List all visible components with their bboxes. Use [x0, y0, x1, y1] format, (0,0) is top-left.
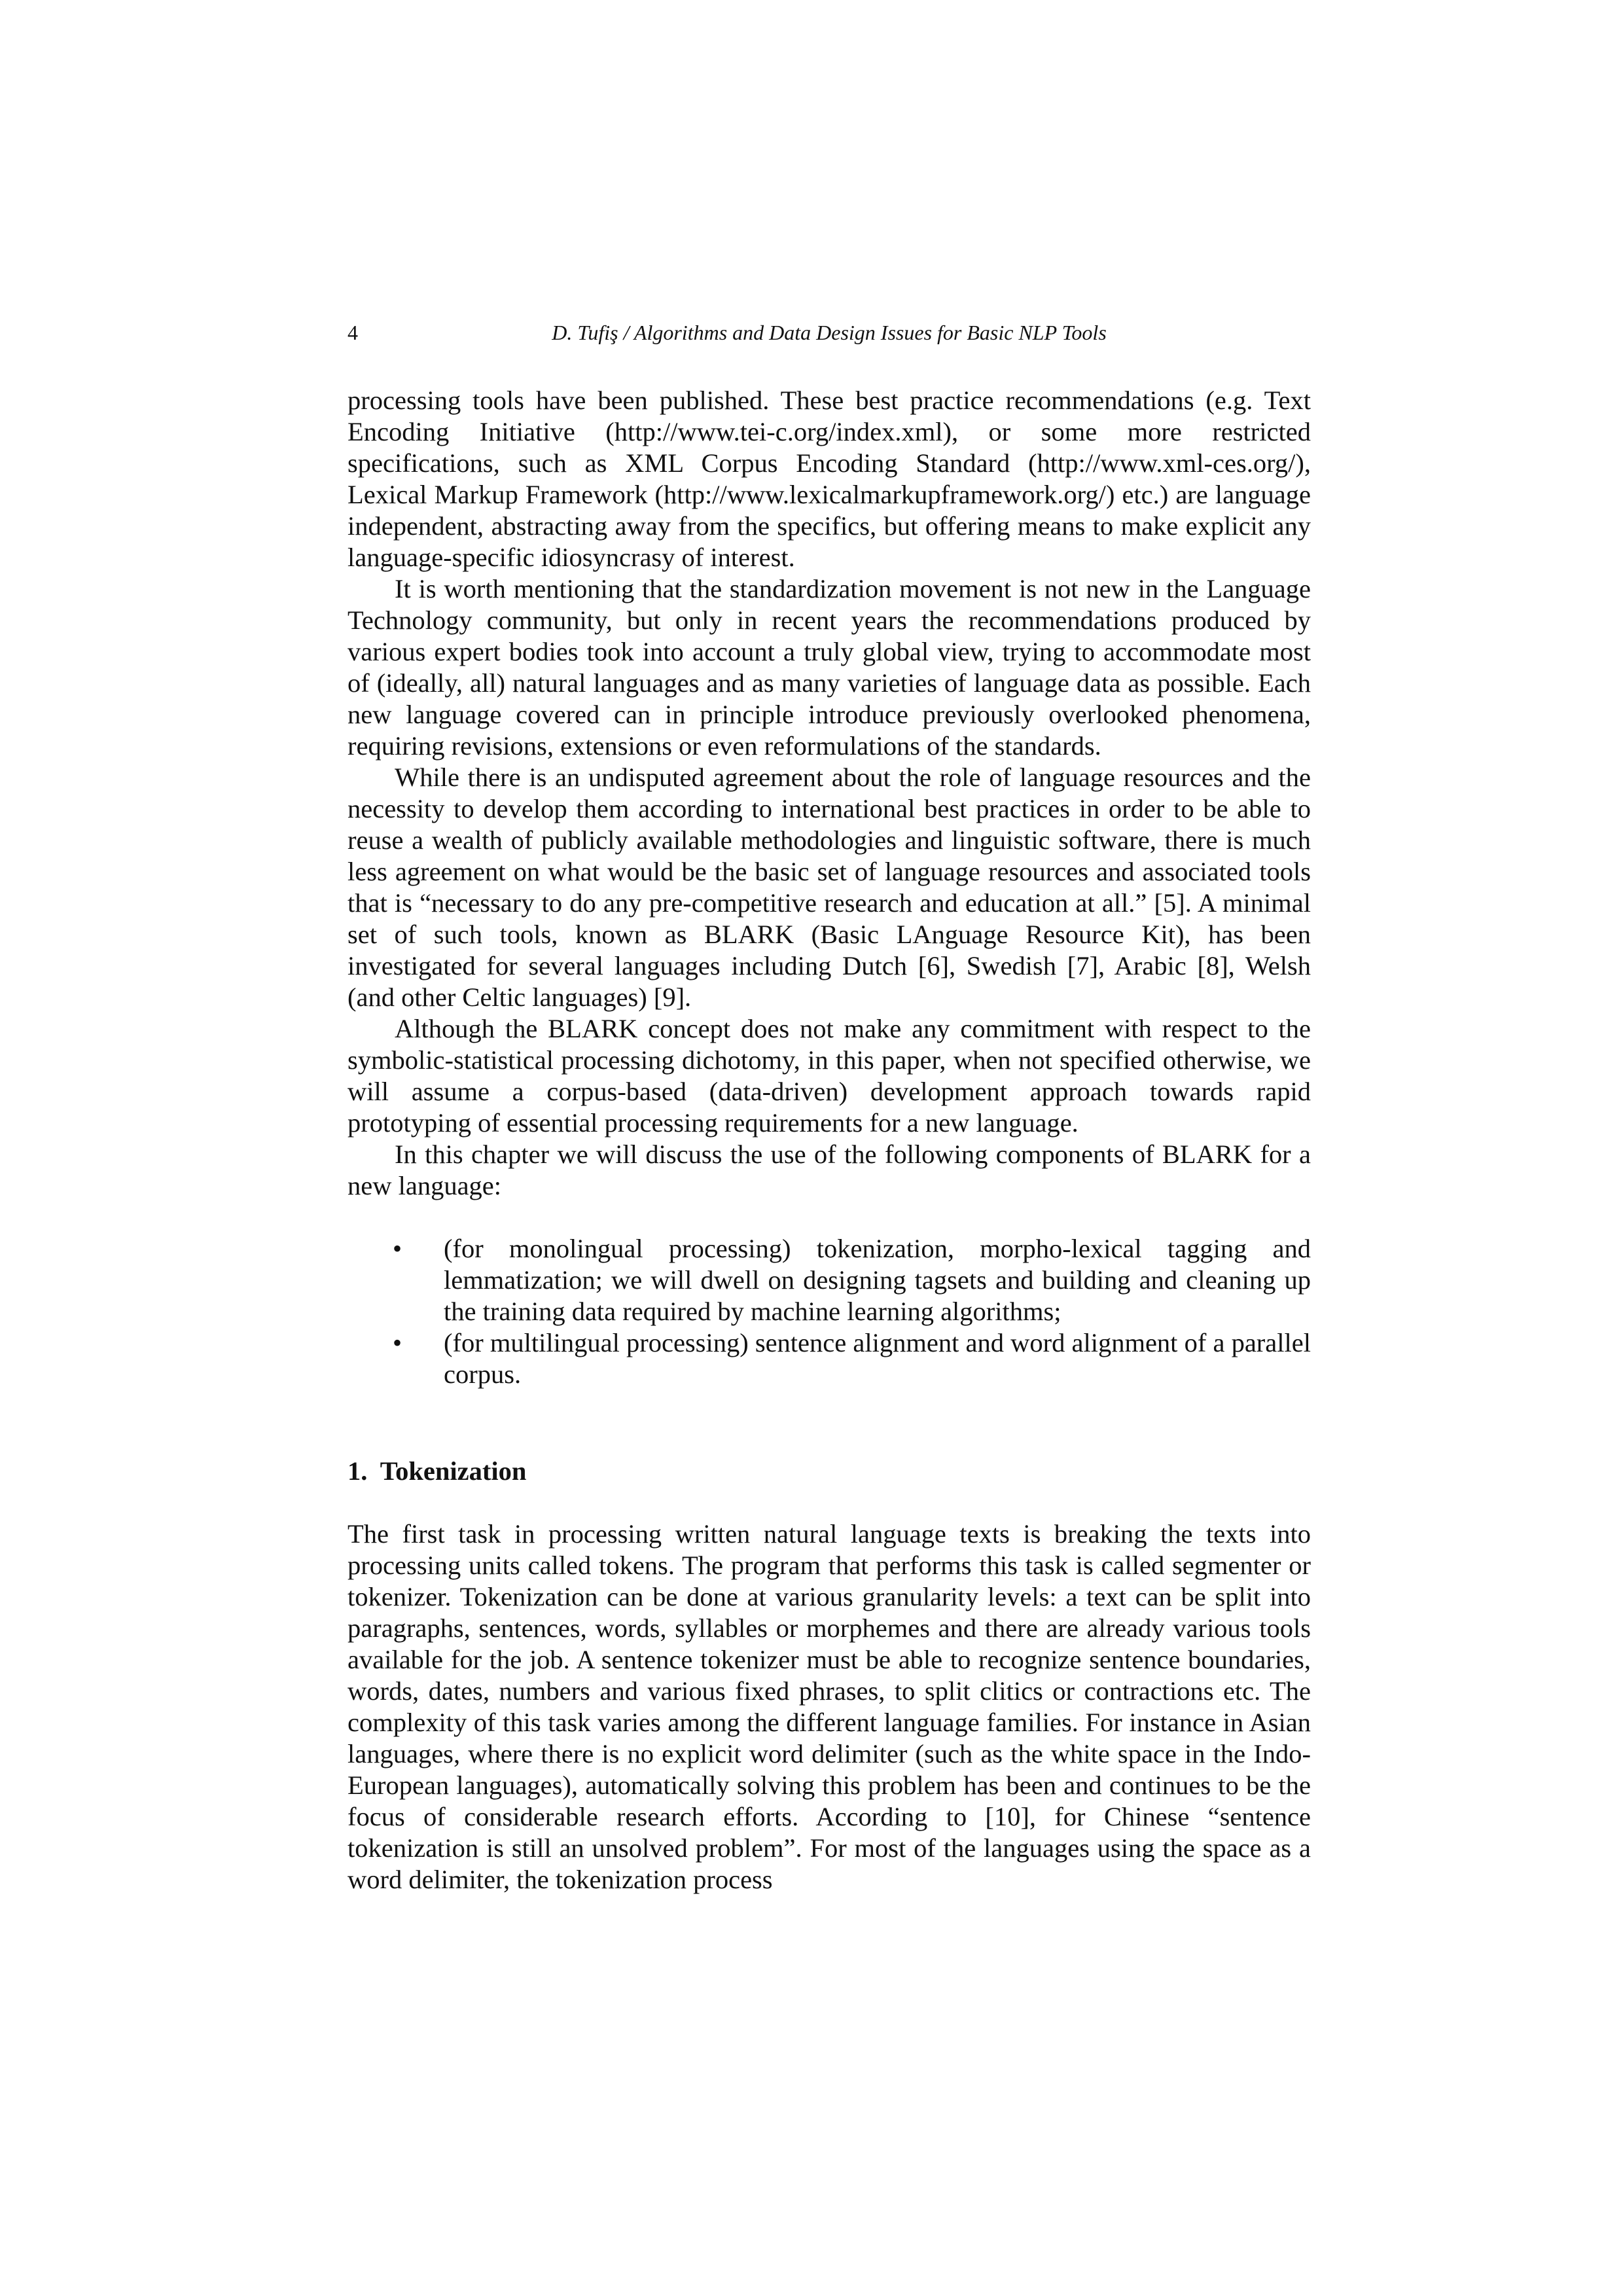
paragraph-tokenization: The first task in processing written natural language texts is breaking the texts into processing units called tokens. The program that performs this task is called segmenter or tokenizer. Tokenization can be done at various granularity levels: a text can be split into paragraphs, sentences, words, syllables or morphemes and there are already various tools available for the job. A sentence tokenizer must be able to recognize sentence boundaries, words, dates, numbers and various fixed phrases, to split clitics or contractions etc. The complexity of this task varies among the different language families. For instance in Asian languages, where there is no explicit word delimiter (such as the white space in the Indo-European languages), automatically solving this problem has been and continues to be the focus of considerable research efforts. According to [10], for Chinese “sentence tokenization is still an unsolved problem”. For most of the languages using the space as a word delimiter, the tokenization process: [348, 1519, 1311, 1894]
section-number: 1.: [348, 1456, 368, 1486]
running-header: [348, 318, 1311, 347]
page-number: 4: [348, 321, 358, 344]
bullet-icon: •: [393, 1234, 402, 1263]
section-title: Tokenization: [380, 1456, 527, 1486]
bullet-icon: •: [393, 1328, 402, 1357]
paragraph-components-intro: In this chapter we will discuss the use of the following components of BLARK for a new language:: [348, 1139, 1311, 1200]
blark-component-list: [348, 1233, 1311, 1390]
list-item-text: (for multilingual processing) sentence alignment and word alignment of a parallel corpus.: [444, 1328, 1311, 1389]
paragraph-standards-continuation: processing tools have been published. These best practice recommendations (e.g. Text Encoding Initiative (http://www.tei-c.org/index.xml), or some more restricted specifications, such as XML Corpus Encoding Standard (http://www.xml-ces.org/), Lexical Markup Framework (http://www.lexicalmarkupframework.org/) etc.) are language independent, abstracting away from the specifics, but offering means to make explicit any language-specific idiosyncrasy of interest.: [348, 386, 1311, 572]
paragraph-blark-approach: Although the BLARK concept does not make any commitment with respect to the symbolic-statistical processing dichotomy, in this paper, when not specified otherwise, we will assume a corpus-based (data-driven) development approach towards rapid prototyping of essential processing requirements for a new language.: [348, 1014, 1311, 1138]
section-heading-tokenization: [348, 1456, 1311, 1487]
main-text: [348, 385, 1311, 1895]
list-item-multilingual: [393, 1327, 1311, 1390]
paragraph-blark-definition: While there is an undisputed agreement about the role of language resources and the necessity to develop them according to international best practices in order to be able to reuse a wealth of publicly available methodologies and linguistic software, there is much less agreement on what would be the basic set of language resources and associated tools that is “necessary to do any pre-competitive research and education at all.” [5]. A minimal set of such tools, known as BLARK (Basic LAnguage Resource Kit), has been investigated for several languages including Dutch [6], Swedish [7], Arabic [8], Welsh (and other Celtic languages) [9].: [348, 762, 1311, 1012]
list-item-monolingual: [393, 1233, 1311, 1327]
running-title: D. Tufiş / Algorithms and Data Design Issues for Basic NLP Tools: [552, 321, 1107, 344]
list-item-text: (for monolingual processing) tokenization, morpho-lexical tagging and lemmatization; we will dwell on designing tagsets and building and cleaning up the training data required by machine learning algorithms;: [444, 1234, 1311, 1326]
paragraph-standardization-movement: It is worth mentioning that the standardization movement is not new in the Language Technology community, but only in recent years the recommendations produced by various expert bodies took into account a truly global view, trying to accommodate most of (ideally, all) natural languages and as many varieties of language data as possible. Each new language covered can in principle introduce previously overlooked phenomena, requiring revisions, extensions or even reformulations of the standards.: [348, 574, 1311, 761]
